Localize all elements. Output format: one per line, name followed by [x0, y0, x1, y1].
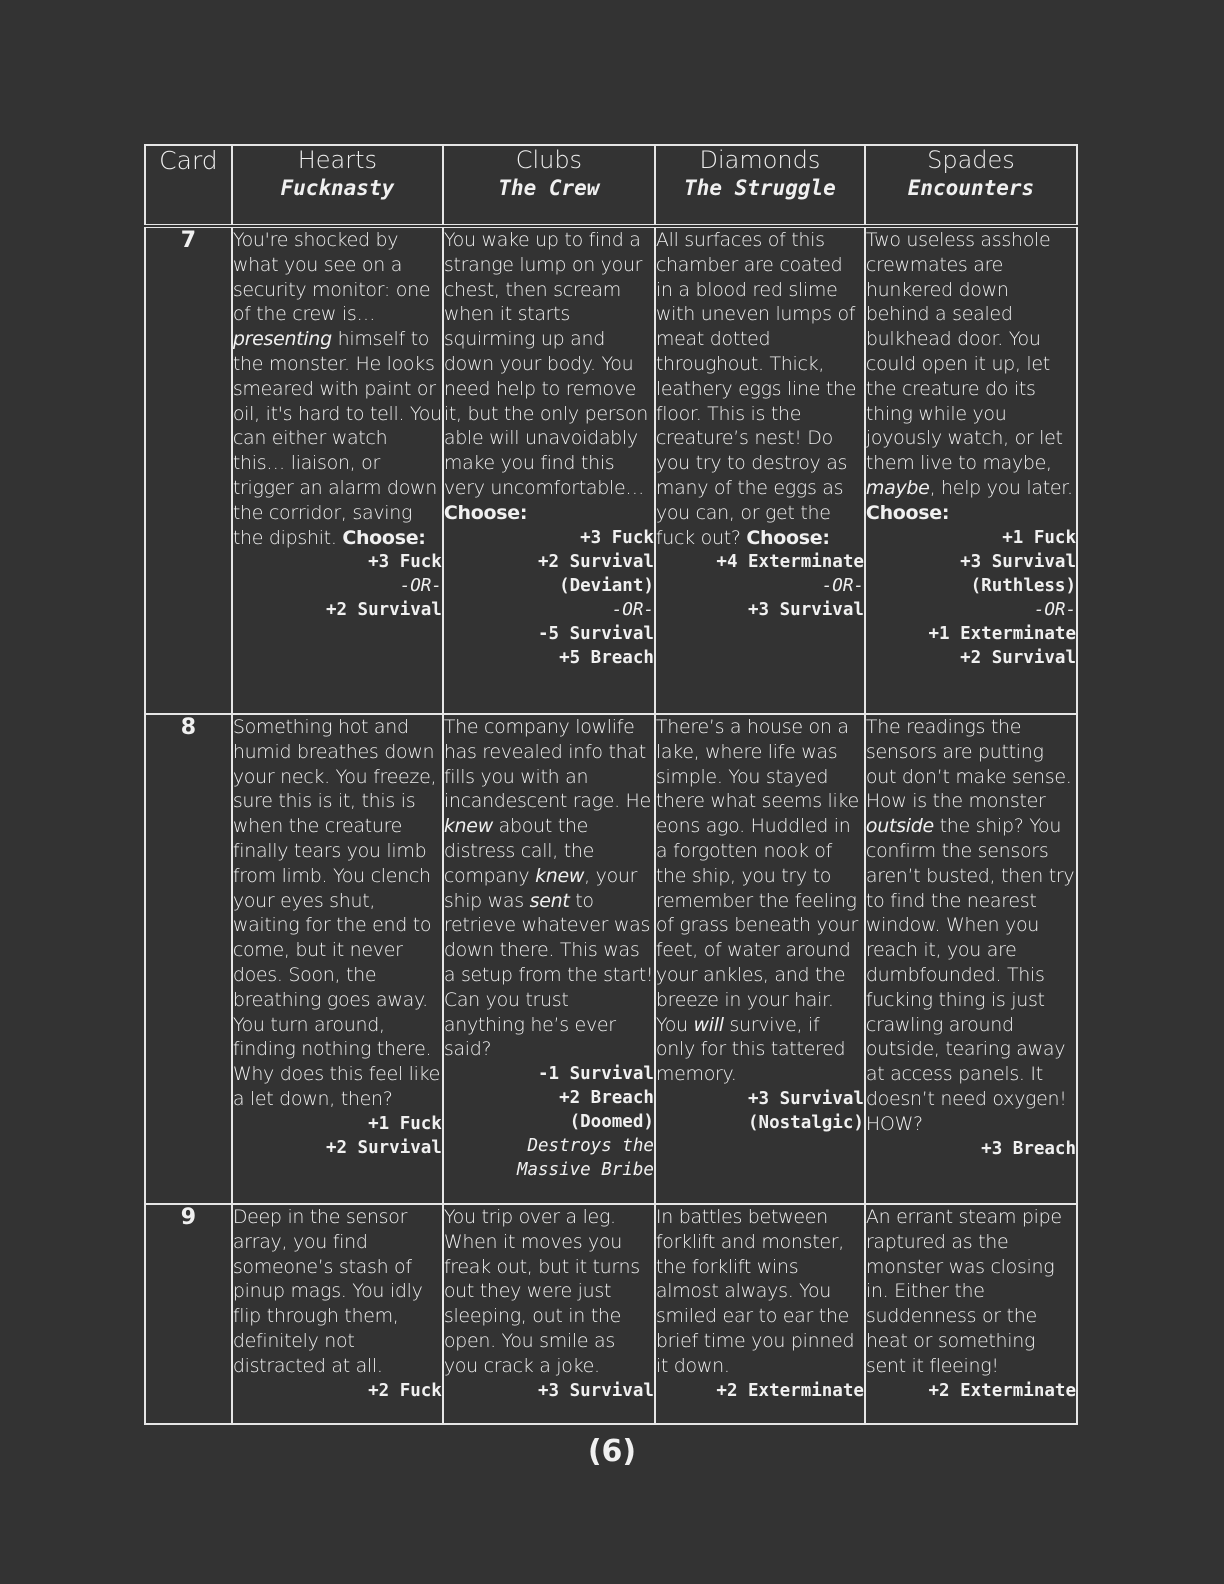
text-segment: The readings the sensors are putting out don’t make sense. How is the monster [865, 716, 1072, 813]
or-divider: -OR- [821, 576, 864, 597]
emphasis-text: knew [443, 815, 493, 838]
choose-label: Choose: [342, 526, 426, 549]
suit-subtitle: The Crew [498, 176, 600, 200]
choose-label: Choose: [865, 501, 950, 524]
effects [233, 1379, 442, 1403]
effect-line: +2 Survival [325, 600, 442, 621]
event-text: Deep in the sensor array, you find someone’s stash of pinup mags. You idly flip through them, definitely not distracted at all. [232, 1206, 423, 1377]
effect-line: +4 Exterminate [716, 552, 864, 573]
suit-subtitle: The Struggle [684, 176, 836, 200]
effect-line: +2 Exterminate [928, 1380, 1076, 1401]
event-text: In battles between forklift and monster, the forklift wins almost always. You smiled ear to ear the brief time you pinned it down. [655, 1206, 855, 1377]
effect-line: (Ruthless) [970, 575, 1076, 596]
effect-line: (Doomed) [569, 1112, 654, 1133]
clubs-cell [443, 1204, 655, 1424]
effect-line: (Deviant) [559, 575, 654, 596]
spades-cell [865, 714, 1077, 1204]
effect-line: +2 Exterminate [716, 1380, 864, 1401]
card-number: 8 [145, 714, 232, 1204]
effects [866, 1137, 1076, 1161]
emphasis-text: outside [865, 815, 934, 838]
text-segment: The company lowlife has revealed info that fills you with an incandescent rage. He [443, 716, 651, 813]
text-segment: survive, if only for this tattered memory. [655, 1013, 846, 1086]
effect-line: +2 Survival [538, 551, 654, 572]
event-text: An errant steam pipe raptured as the monster was closing in. Either the suddenness or the heat or something sent it fleeing! [865, 1206, 1062, 1377]
spades-cell [865, 1204, 1077, 1424]
event-text [444, 715, 654, 1062]
diamonds-cell [655, 714, 865, 1204]
clubs-cell [443, 226, 655, 714]
effect-line: +1 Fuck [1002, 527, 1076, 548]
effect-line: +3 Fuck [580, 527, 654, 548]
effects [866, 1379, 1076, 1403]
effect-line: +3 Survival [748, 1088, 864, 1109]
header-row [145, 145, 1077, 226]
event-text [866, 228, 1076, 526]
diamonds-cell [655, 226, 865, 714]
effect-line: +1 Fuck [368, 1113, 442, 1134]
emphasis-text: knew [535, 864, 585, 887]
text-segment: about the distress call, the company [443, 815, 594, 887]
effect-line: +2 Fuck [368, 1380, 442, 1401]
card-number: 9 [145, 1204, 232, 1424]
spades-cell [865, 226, 1077, 714]
spades-header [865, 145, 1077, 226]
suit-subtitle: Encounters [907, 176, 1035, 200]
suit-name: Spades [927, 146, 1015, 174]
effects [233, 1112, 442, 1160]
text-segment: , your ship was [443, 864, 638, 912]
choose-label: Choose: [746, 526, 830, 549]
effect-line: +2 Breach [559, 1088, 654, 1109]
event-text [656, 228, 864, 550]
effects [444, 1062, 654, 1182]
effect-line: +2 Survival [960, 647, 1076, 668]
text-segment: , help you later. [929, 476, 1073, 499]
card-number: 7 [145, 226, 232, 714]
effect-line: +1 Exterminate [928, 623, 1076, 644]
effects [233, 550, 442, 622]
text-segment: to retrieve whatever was down there. This was a setup from the start! Can you trust anything he’s ever said? [443, 889, 654, 1061]
suit-name: Diamonds [699, 146, 821, 174]
clubs-header [443, 145, 655, 226]
emphasis-text: maybe [865, 476, 930, 499]
effect-line: +5 Breach [559, 647, 654, 668]
effect-line: +3 Survival [748, 600, 864, 621]
effects [656, 1379, 864, 1403]
effect-line: +3 Survival [538, 1380, 654, 1401]
text-segment: There’s a house on a lake, where life was simple. You stayed there what seems like eons ago. Huddled in a forgotten nook of the ship, you try to remember the feeling of grass beneath your feet, of water around your ankles, and the breeze in your hair. You [655, 716, 859, 1036]
text-segment: You're shocked by what you see on a security monitor: one of the crew is… [232, 229, 431, 326]
suit-name: Clubs [515, 146, 583, 174]
emphasis-text: sent [529, 889, 570, 912]
table-row-card-8 [145, 714, 1077, 1204]
effect-line: -1 Survival [538, 1064, 654, 1085]
effect-line: -5 Survival [538, 623, 654, 644]
event-text: You trip over a leg. When it moves you freak out, but it turns out they were just sleeping, out in the open. You smile as you crack a joke. [443, 1206, 640, 1377]
hearts-header [232, 145, 443, 226]
event-text [656, 715, 864, 1087]
emphasis-text: will [693, 1013, 724, 1036]
hearts-cell [232, 714, 443, 1204]
text-segment: You wake up to find a strange lump on your chest, then scream when it starts squirming up and down your body. You need help to remove it, but the only person able will unavoidably make you find this very uncomfortable… [443, 229, 648, 499]
text-segment: Two useless asshole crewmates are hunkered down behind a sealed bulkhead door. You could open it up, let the creature do its thing while you joyously watch, or let them live to maybe, [865, 229, 1063, 475]
emphasis-text: presenting [232, 328, 332, 351]
or-divider: -OR- [611, 599, 654, 620]
effect-line: (Nostalgic) [748, 1112, 864, 1133]
effect-line: +2 Survival [325, 1137, 442, 1158]
effects [444, 526, 654, 670]
effect-line: Massive Bribe [516, 1160, 654, 1181]
card-column-header: Card [145, 145, 232, 226]
effect-line: +3 Fuck [368, 552, 442, 573]
hearts-cell [232, 1204, 443, 1424]
effect-line: +3 Breach [981, 1138, 1076, 1159]
text-segment: the ship? You confirm the sensors aren’t busted, then try to find the nearest window. When you reach it, you are dumbfounded. This fucking thing is just crawling around outside, tearing away at access panels. It doesn’t need oxygen! HOW? [865, 815, 1075, 1135]
table-row-card-9 [145, 1204, 1077, 1424]
text-segment: All surfaces of this chamber are coated in a blood red slime with uneven lumps of meat dotted throughout. Thick, leathery eggs line the floor. This is the creature’s nest! Do you try to destroy as many of the eggs as you can, or get the fuck out? [655, 229, 857, 549]
diamonds-cell [655, 1204, 865, 1424]
effect-line: Destroys the [527, 1136, 654, 1157]
effects [444, 1379, 654, 1403]
event-text: Something hot and humid breathes down your neck. You freeze, sure this is it, this is when the creature finally tears you limb from limb. You clench your eyes shut, waiting for the end to come, but it never does. Soon, the breathing goes away. You turn around, finding nothing there. Why does this feel like a let down, then? [232, 716, 441, 1110]
effects [656, 1087, 864, 1135]
table-row-card-7 [145, 226, 1077, 714]
effects [866, 526, 1076, 670]
effect-line: +3 Survival [960, 551, 1076, 572]
suit-name: Hearts [297, 146, 377, 174]
event-text [233, 228, 442, 550]
or-divider: -OR- [399, 576, 442, 597]
suit-subtitle: Fucknasty [280, 176, 395, 200]
page-number: (6) [587, 1434, 637, 1469]
text-segment: himself to the monster. He looks smeared with paint or oil, it's hard to tell. You can either watch this… liaison, or trigger an alarm down the corridor, saving the dipshit. [232, 328, 442, 549]
card-table [144, 144, 1078, 1425]
clubs-cell [443, 714, 655, 1204]
choose-label: Choose: [443, 501, 528, 524]
hearts-cell [232, 226, 443, 714]
effects [656, 550, 864, 622]
event-text [866, 715, 1076, 1137]
or-divider: -OR- [1033, 599, 1076, 620]
event-text [444, 228, 654, 526]
diamonds-header [655, 145, 865, 226]
